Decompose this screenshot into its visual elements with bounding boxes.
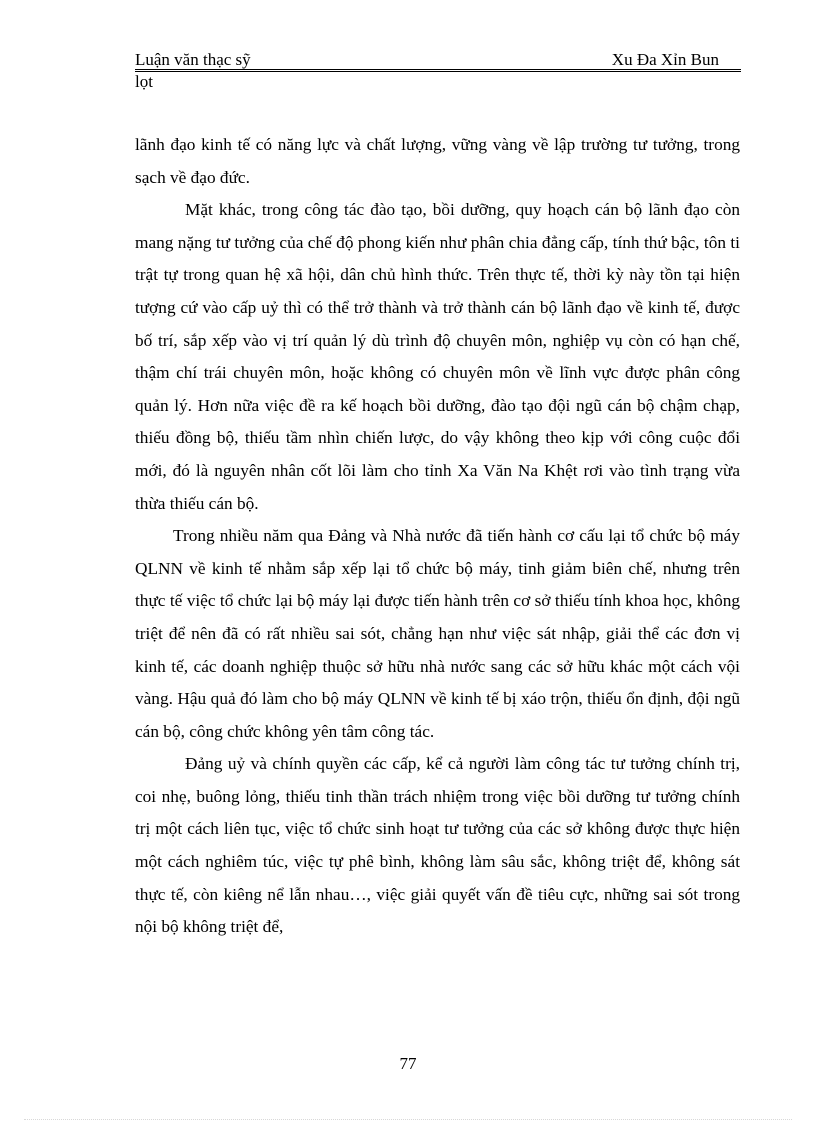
header-author-name-continuation: lọt (135, 72, 153, 91)
paragraph-1: lãnh đạo kinh tế có năng lực và chất lượng, vững vàng về lập trường tư tưởng, trong sạch về đạo đức. (135, 135, 740, 187)
paragraph-2: Mặt khác, trong công tác đào tạo, bồi dưỡng, quy hoạch cán bộ lãnh đạo còn mang nặng tư tưởng của chế độ phong kiến như phân chia đẳng cấp, tính thứ bậc, tôn ti trật tự trong quan hệ xã hội, dân chủ hình thức. Trên thực tế, thời kỳ này tồn tại hiện tượng cứ vào cấp uỷ thì có thể trở thành và trở thành cán bộ lãnh đạo về kinh tế, được bố trí, sắp xếp vào vị trí quản lý dù trình độ chuyên môn, nghiệp vụ còn có hạn chế, thậm chí trái chuyên môn, hoặc không có chuyên môn về lĩnh vực được phân công quản lý. Hơn nữa việc đề ra kế hoạch bồi dưỡng, đào tạo đội ngũ cán bộ chậm chạp, thiếu đồng bộ, thiếu tầm nhìn chiến lược, do vậy không theo kịp với công cuộc đổi mới, đó là nguyên nhân cốt lõi làm cho tỉnh Xa Văn Na Khệt rơi vào tình trạng vừa thừa thiếu cán bộ. (135, 200, 740, 513)
paragraph-3: Trong nhiều năm qua Đảng và Nhà nước đã tiến hành cơ cấu lại tổ chức bộ máy QLNN về kinh tế nhằm sắp xếp lại tổ chức bộ máy, tinh giảm biên chế, nhưng trên thực tế việc tổ chức lại bộ máy lại được tiến hành trên cơ sở thiếu tính khoa học, không triệt để nên đã có rất nhiều sai sót, chẳng hạn như việc sát nhập, giải thể các đơn vị kinh tế, các doanh nghiệp thuộc sở hữu nhà nước sang các sở hữu khác một cách vội vàng. Hậu quả đó làm cho bộ máy QLNN về kinh tế bị xáo trộn, thiếu ổn định, đội ngũ cán bộ, công chức không yên tâm công tác. (135, 526, 740, 741)
page-number: 77 (399, 1054, 417, 1073)
page-bottom-edge (24, 1119, 792, 1120)
header-thesis-type: Luận văn thạc sỹ (135, 50, 251, 69)
body-text (135, 129, 740, 944)
header-divider (135, 69, 741, 72)
paragraph-4: Đảng uỷ và chính quyền các cấp, kể cả người làm công tác tư tưởng chính trị, coi nhẹ, buông lỏng, thiếu tinh thần trách nhiệm trong việc bồi dưỡng tư tưởng chính trị một cách liên tục, việc tổ chức sinh hoạt tư tưởng của các sở không được thực hiện một cách nghiêm túc, việc tự phê bình, không làm sâu sắc, không triệt để, không sát thực tế, còn kiêng nể lẫn nhau…, việc giải quyết vấn đề tiêu cực, những sai sót trong nội bộ không triệt để, (135, 754, 740, 937)
running-header (135, 50, 741, 70)
header-author-name: Xu Đa Xỉn Bun (611, 50, 719, 69)
